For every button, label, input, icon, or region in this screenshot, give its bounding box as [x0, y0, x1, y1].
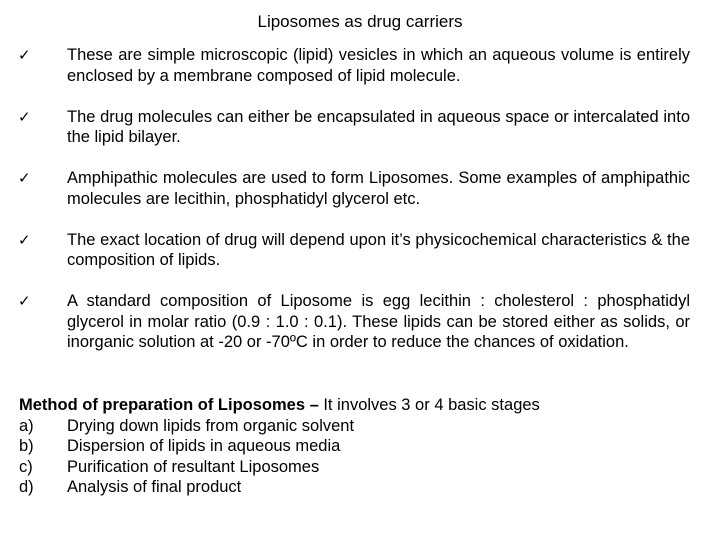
list-item: [18, 45, 690, 86]
stage-text: Purification of resultant Liposomes: [67, 457, 320, 476]
stage-text: Dispersion of lipids in aqueous media: [67, 437, 341, 455]
check-mark-icon: ✓: [18, 107, 31, 126]
stage-text: Analysis of final product: [67, 478, 242, 496]
list-item: [18, 291, 690, 353]
check-mark-icon: ✓: [18, 292, 31, 310]
check-mark-icon: ✓: [18, 230, 31, 249]
stage-letter: c): [19, 457, 33, 476]
method-heading-rest: It involves 3 or 4 basic stages: [318, 396, 540, 414]
method-heading: [19, 395, 709, 416]
bullet-text: Amphipathic molecules are used to form Liposomes. Some examples of amphipathic molecules are lecithin, phosphatidyl glycerol etc.: [67, 169, 690, 208]
page-title: Liposomes as drug carriers: [257, 12, 463, 31]
list-item: [18, 230, 690, 271]
stage-item: [19, 436, 709, 457]
stage-letter: b): [19, 437, 34, 455]
stage-item: [19, 457, 709, 478]
stage-item: [19, 477, 709, 498]
list-item: [18, 107, 690, 148]
stage-letter: d): [19, 478, 34, 496]
stage-text: Drying down lipids from organic solvent: [67, 416, 355, 435]
stage-item: [19, 416, 709, 437]
list-item: [18, 168, 690, 209]
check-mark-icon: ✓: [18, 46, 31, 64]
stage-letter: a): [19, 416, 34, 435]
bullet-text: The drug molecules can either be encapsulated in aqueous space or intercalated into the lipid bilayer.: [67, 107, 690, 146]
method-heading-bold: Method of preparation of Liposomes –: [19, 396, 319, 414]
check-mark-icon: ✓: [18, 169, 31, 187]
bullet-text: The exact location of drug will depend upon it’s physicochemical characteristics & the composition of lipids.: [67, 230, 690, 269]
bullet-text: These are simple microscopic (lipid) vesicles in which an aqueous volume is entirely enclosed by a membrane composed of lipid molecule.: [67, 46, 690, 85]
bullet-list: [18, 45, 690, 353]
bullet-text: A standard composition of Liposome is egg lecithin : cholesterol : phosphatidyl glycerol in molar ratio (0.9 : 1.0 : 0.1). These lipids can be stored either as solids, or inorganic solution at -20 or -70ºC in order to reduce the chances of oxidation.: [67, 292, 690, 351]
method-section: [19, 395, 709, 498]
